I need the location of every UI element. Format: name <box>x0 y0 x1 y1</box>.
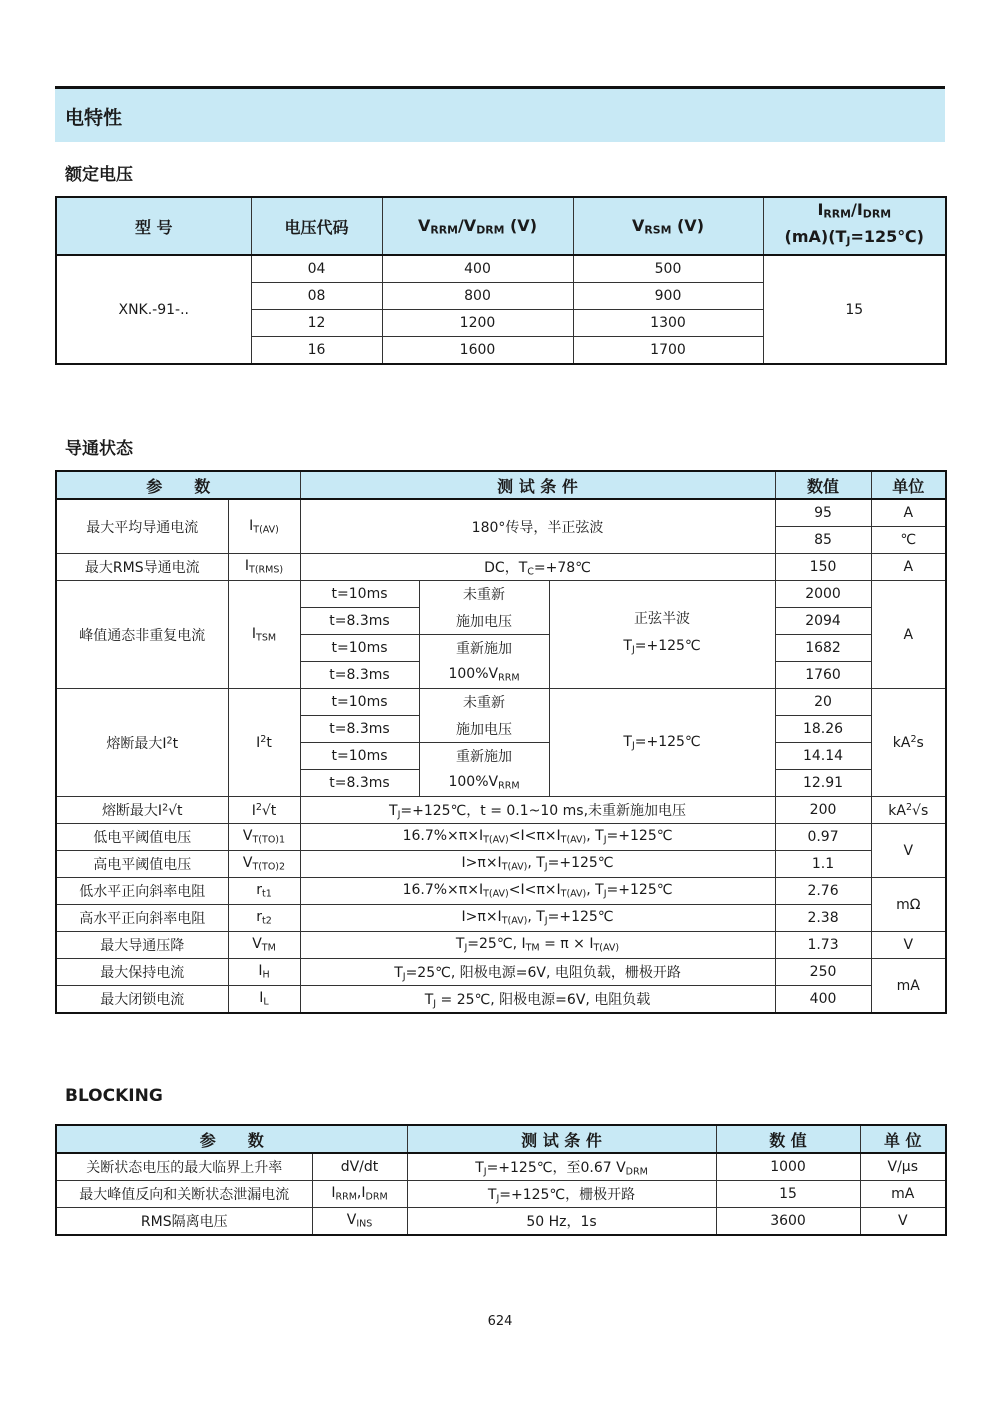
unit-cell: A <box>871 581 946 689</box>
test-condition: $T_J=+125℃$，t = 0.1~10 ms,未重新施加电压 <box>300 797 775 824</box>
code-cell: 04 <box>251 255 382 283</box>
param-symbol: $I_{T(RMS)}$ <box>228 554 300 581</box>
on-state-title: 导通状态 <box>65 439 133 459</box>
page-number: 624 <box>487 1314 513 1329</box>
unit-cell: A <box>871 554 946 581</box>
param-symbol: $I_{RRM},I_{DRM}$ <box>312 1181 407 1208</box>
time-cell: t=10ms <box>300 581 419 608</box>
table-row <box>56 986 946 1014</box>
time-cell: t=10ms <box>300 689 419 716</box>
test-condition: $T_J=+125℃$ <box>549 689 775 797</box>
unit-cell: V/μs <box>860 1153 946 1181</box>
header-irrm: $I_{RRM}/I_{DRM}$ $(mA)(T_J=125℃)$ <box>763 197 946 255</box>
table-row <box>56 554 946 581</box>
table-row <box>56 499 946 527</box>
vrsm-cell: 1300 <box>573 310 763 337</box>
time-cell: t=10ms <box>300 743 419 770</box>
param-name: RMS隔离电压 <box>56 1208 312 1236</box>
time-cell: t=8.3ms <box>300 770 419 797</box>
mode-cell: 重新施加 <box>419 743 549 770</box>
value-cell: 2000 <box>775 581 871 608</box>
vrrm-cell: 800 <box>382 283 573 310</box>
mode-cell: 未重新 <box>419 689 549 716</box>
value-cell: 2094 <box>775 608 871 635</box>
rated-voltage-table <box>55 196 947 365</box>
value-cell: 1.73 <box>775 932 871 959</box>
leakage-cell: 15 <box>763 255 946 364</box>
header-param: 参 数 <box>56 471 300 499</box>
blocking-title: BLOCKING <box>65 1086 163 1106</box>
value-cell: 15 <box>716 1181 860 1208</box>
param-symbol: $r_{t1}$ <box>228 878 300 905</box>
value-cell: 200 <box>775 797 871 824</box>
rated-voltage-title: 额定电压 <box>65 165 133 185</box>
test-condition: $T_J=+125℃$，栅极开路 <box>407 1181 716 1208</box>
vrrm-cell: 400 <box>382 255 573 283</box>
vrsm-cell: 900 <box>573 283 763 310</box>
header-unit: 单位 <box>871 471 946 499</box>
unit-cell: V <box>871 932 946 959</box>
param-symbol: $I_L$ <box>228 986 300 1014</box>
param-name: 最大RMS导通电流 <box>56 554 228 581</box>
value-cell: 400 <box>775 986 871 1014</box>
table-row <box>56 1181 946 1208</box>
unit-cell: A <box>871 499 946 527</box>
code-cell: 12 <box>251 310 382 337</box>
test-condition: $I>\pi\times I_{T(AV)}$, $T_J=+125℃$ <box>300 905 775 932</box>
test-condition: $T_J=+125℃$，至0.67 $V_{DRM}$ <box>407 1153 716 1181</box>
value-cell: 2.76 <box>775 878 871 905</box>
model-cell: XNK.-91-.. <box>56 255 251 364</box>
header-code: 电压代码 <box>251 197 382 255</box>
table-row <box>56 851 946 878</box>
value-cell: 18.26 <box>775 716 871 743</box>
header-param: 参 数 <box>56 1125 407 1153</box>
value-cell: 250 <box>775 959 871 986</box>
unit-cell: V <box>871 824 946 878</box>
code-cell: 08 <box>251 283 382 310</box>
code-cell: 16 <box>251 337 382 365</box>
param-name: 最大闭锁电流 <box>56 986 228 1014</box>
value-cell: 1000 <box>716 1153 860 1181</box>
test-condition: $T_J=25℃$, $I_{TM} = \pi \times I_{T(AV)}$ <box>300 932 775 959</box>
value-cell: 1760 <box>775 662 871 689</box>
param-name: 峰值通态非重复电流 <box>56 581 228 689</box>
param-name: 熔断最大$I^2√t$ <box>56 797 228 824</box>
value-cell: 3600 <box>716 1208 860 1236</box>
param-name: 低电平阈值电压 <box>56 824 228 851</box>
value-cell: 14.14 <box>775 743 871 770</box>
table-row <box>56 1208 946 1236</box>
unit-cell: $kA^2√s$ <box>871 797 946 824</box>
param-symbol: $V_{TM}$ <box>228 932 300 959</box>
param-symbol: $V_{T(TO)2}$ <box>228 851 300 878</box>
table-row <box>56 1153 946 1181</box>
mode-cell: 重新施加 <box>419 635 549 662</box>
value-cell: 0.97 <box>775 824 871 851</box>
time-cell: t=8.3ms <box>300 608 419 635</box>
test-condition: 正弦半波 $T_J=+125℃$ <box>549 581 775 689</box>
section-banner <box>55 86 945 142</box>
table-row <box>56 905 946 932</box>
blocking-table <box>55 1124 947 1236</box>
param-symbol: dV/dt <box>312 1153 407 1181</box>
vrrm-cell: 1200 <box>382 310 573 337</box>
unit-cell: ℃ <box>871 527 946 554</box>
param-symbol: $I_{TSM}$ <box>228 581 300 689</box>
header-vrrm: $V_{RRM}/V_{DRM}$ (V) <box>382 197 573 255</box>
mode-cell: 未重新 <box>419 581 549 608</box>
param-name: 最大保持电流 <box>56 959 228 986</box>
param-symbol: $I^2√t$ <box>228 797 300 824</box>
header-value: 数值 <box>775 471 871 499</box>
section-title: 电特性 <box>65 107 123 129</box>
param-symbol: $V_{INS}$ <box>312 1208 407 1236</box>
test-condition: $I>\pi\times I_{T(AV)}$, $T_J=+125℃$ <box>300 851 775 878</box>
mode-cell: $100\%V_{RRM}$ <box>419 770 549 797</box>
param-symbol: $I^2t$ <box>228 689 300 797</box>
unit-cell: V <box>860 1208 946 1236</box>
vrsm-cell: 500 <box>573 255 763 283</box>
value-cell: 20 <box>775 689 871 716</box>
test-condition: $16.7\%\times\pi\times I_{T(AV)}<I<\pi\times I_{T(AV)}$, $T_J=+125℃$ <box>300 878 775 905</box>
mode-cell: 施加电压 <box>419 608 549 635</box>
header-cond: 测 试 条 件 <box>300 471 775 499</box>
table-row <box>56 959 946 986</box>
unit-cell: mA <box>860 1181 946 1208</box>
header-model: 型 号 <box>56 197 251 255</box>
value-cell: 1.1 <box>775 851 871 878</box>
time-cell: t=8.3ms <box>300 716 419 743</box>
time-cell: t=10ms <box>300 635 419 662</box>
test-condition: $T_J=25℃$, 阳极电源=6V, 电阻负载，栅极开路 <box>300 959 775 986</box>
test-condition: 180°传导，半正弦波 <box>300 499 775 554</box>
time-cell: t=8.3ms <box>300 662 419 689</box>
param-symbol: $V_{T(TO)1}$ <box>228 824 300 851</box>
value-cell: 2.38 <box>775 905 871 932</box>
test-condition: DC，$T_C=+78℃$ <box>300 554 775 581</box>
mode-cell: $100\%V_{RRM}$ <box>419 662 549 689</box>
table-row <box>56 581 946 608</box>
value-cell: 85 <box>775 527 871 554</box>
header-cond: 测 试 条 件 <box>407 1125 716 1153</box>
value-cell: 95 <box>775 499 871 527</box>
table-row <box>56 878 946 905</box>
value-cell: 150 <box>775 554 871 581</box>
param-name: 最大峰值反向和关断状态泄漏电流 <box>56 1181 312 1208</box>
param-symbol: $r_{t2}$ <box>228 905 300 932</box>
header-vrsm: $V_{RSM}$ (V) <box>573 197 763 255</box>
table-row <box>56 255 946 283</box>
vrsm-cell: 1700 <box>573 337 763 365</box>
table-row <box>56 824 946 851</box>
table-row <box>56 689 946 716</box>
param-name: 高水平正向斜率电阻 <box>56 905 228 932</box>
param-name: 高电平阈值电压 <box>56 851 228 878</box>
param-name: 最大平均导通电流 <box>56 499 228 554</box>
on-state-table <box>55 470 947 1014</box>
unit-cell: $kA^2s$ <box>871 689 946 797</box>
param-name: 熔断最大$I^2t$ <box>56 689 228 797</box>
unit-cell: mΩ <box>871 878 946 932</box>
value-cell: 1682 <box>775 635 871 662</box>
header-unit: 单 位 <box>860 1125 946 1153</box>
table-row <box>56 797 946 824</box>
param-symbol: $I_H$ <box>228 959 300 986</box>
param-name: 最大导通压降 <box>56 932 228 959</box>
header-value: 数 值 <box>716 1125 860 1153</box>
table-row <box>56 932 946 959</box>
test-condition: $16.7\%\times\pi\times I_{T(AV)}<I<\pi\times I_{T(AV)}$, $T_J=+125℃$ <box>300 824 775 851</box>
param-name: 关断状态电压的最大临界上升率 <box>56 1153 312 1181</box>
test-condition: 50 Hz，1s <box>407 1208 716 1236</box>
mode-cell: 施加电压 <box>419 716 549 743</box>
unit-cell: mA <box>871 959 946 1014</box>
test-condition: $T_J$ = 25℃, 阳极电源=6V, 电阻负载 <box>300 986 775 1014</box>
param-symbol: $I_{T(AV)}$ <box>228 499 300 554</box>
param-name: 低水平正向斜率电阻 <box>56 878 228 905</box>
value-cell: 12.91 <box>775 770 871 797</box>
vrrm-cell: 1600 <box>382 337 573 365</box>
